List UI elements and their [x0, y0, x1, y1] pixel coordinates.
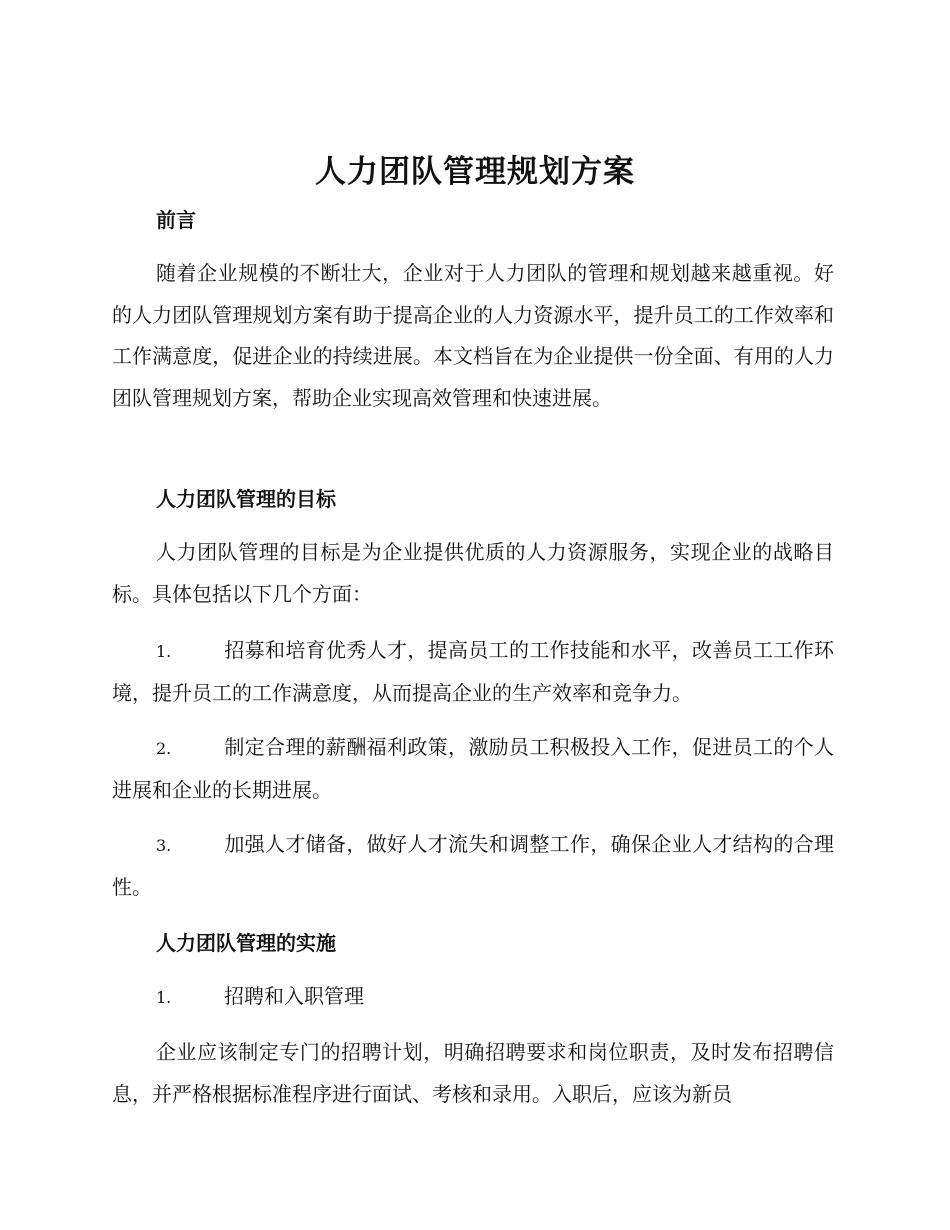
implementation-paragraph: 企业应该制定专门的招聘计划，明确招聘要求和岗位职责，及时发布招聘信息，并严格根据标准程序进行面试、考核和录用。入职后，应该为新员	[112, 1040, 834, 1106]
list-number: 1.	[156, 988, 172, 1007]
section-heading-implementation: 人力团队管理的实施	[156, 931, 336, 955]
section-heading-preface: 前言	[156, 208, 196, 232]
section-heading-goals: 人力团队管理的目标	[156, 487, 336, 511]
list-item-text: 制定合理的薪酬福利政策，激励员工积极投入工作，促进员工的个人进展和企业的长期进展。	[112, 735, 834, 802]
document-title: 人力团队管理规划方案	[315, 154, 635, 190]
list-item-text: 招募和培育优秀人才，提高员工的工作技能和水平，改善员工工作环境，提升员工的工作满意度，从而提高企业的生产效率和竞争力。	[112, 638, 834, 705]
list-number: 3.	[156, 836, 172, 855]
goals-list-item-1	[112, 630, 834, 714]
goals-list-item-3	[112, 824, 834, 908]
goals-paragraph: 人力团队管理的目标是为企业提供优质的人力资源服务，实现企业的战略目标。具体包括以下几个方面：	[112, 540, 834, 606]
list-item-text: 加强人才储备，做好人才流失和调整工作，确保企业人才结构的合理性。	[112, 832, 834, 899]
list-number: 1.	[156, 642, 172, 661]
list-number: 2.	[156, 739, 172, 758]
preface-paragraph: 随着企业规模的不断壮大，企业对于人力团队的管理和规划越来越重视。好的人力团队管理规划方案有助于提高企业的人力资源水平，提升员工的工作效率和工作满意度，促进企业的持续进展。本文档旨在为企业提供一份全面、有用的人力团队管理规划方案，帮助企业实现高效管理和快速进展。	[112, 261, 834, 410]
goals-list-item-2	[112, 727, 834, 811]
list-item-text: 招聘和入职管理	[224, 984, 364, 1008]
implementation-list-item-1	[112, 976, 834, 1019]
